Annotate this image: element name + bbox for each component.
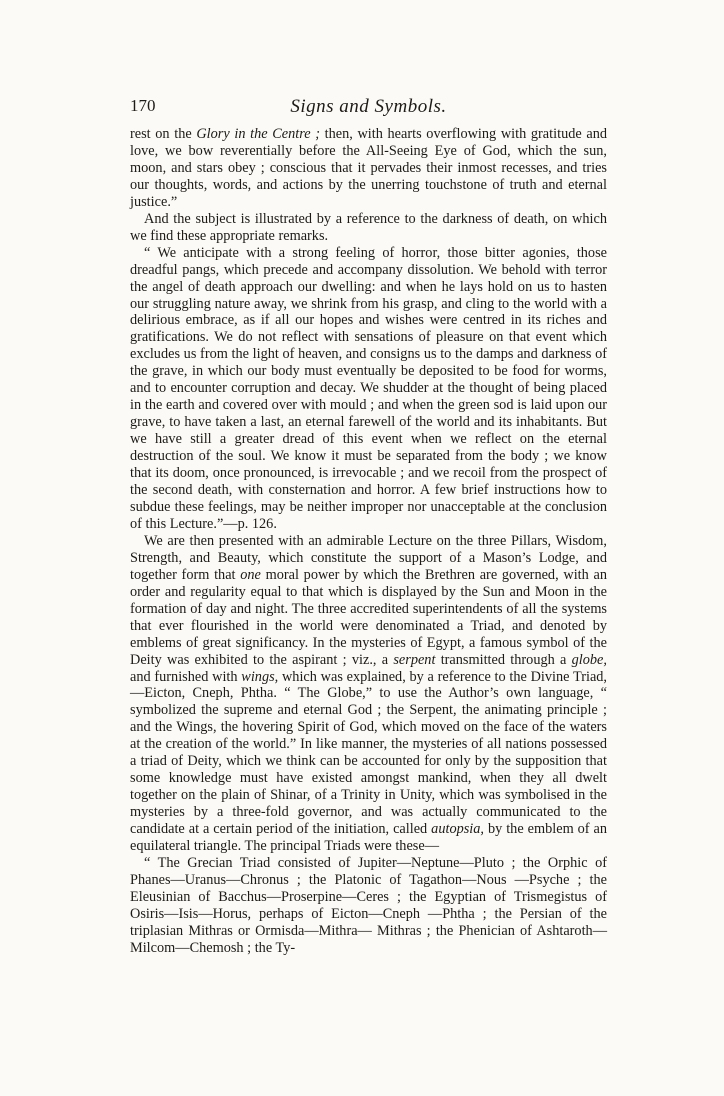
body-text [130,126,607,957]
text-run: which was explained, by a reference to the Divine Triad,—Eicton, Cneph, Phtha. “ The Globe,” to use the Author’s own language, “ symbolized the supreme and eternal God ; the Serpent, the animating principle ; and the Wings, the hovering Spirit of God, which moved on the face of the waters at the creation of the world.” In like manner, the mysteries of all nations possessed a triad of Deity, which we think can be accounted for only by the supposition that some knowledge must have existed amongst mankind, when they all dwelt together on the plain of Shinar, of a Trinity in Unity, which was symbolised in the mysteries by a three-fold governor, and was actually communicated to the candidate at a certain period of the initiation, called [130,668,608,838]
running-title: Signs and Symbols. [290,96,447,117]
text-run: transmitted through a [435,651,572,668]
paragraph [130,533,607,855]
italic-text: globe, [571,651,607,668]
text-run: rest on the [130,126,197,142]
paragraph [130,126,607,211]
italic-text: wings, [241,668,279,685]
page-header [130,96,607,126]
italic-text: one [240,566,261,583]
page-number: 170 [130,96,156,115]
italic-text: serpent [393,651,436,668]
text-run: And the subject is illustrated by a reference to the darkness of death, on which we find these appropriate remarks. [130,210,607,244]
text-run: by the emblem of an equilateral triangle. The principal Triads were these— [130,821,607,855]
paragraph [130,245,607,533]
paragraph [130,211,607,245]
italic-text: autopsia, [431,821,484,838]
book-page [130,96,607,957]
text-run: and furnished with [130,668,242,685]
text-run: “ We anticipate with a strong feeling of horror, those bitter agonies, those dreadful pangs, which precede and accompany dissolution. We behold with terror the angel of death approach our dwelling: and when he lays hold on us to hasten our struggling nature away, we shrink from his grasp, and cling to the world with a delirious embrace, as if all our hopes and wishes were centred in its riches and gratifications. We do not reflect with sensations of pleasure on that event which excludes us from the light of heaven, and consigns us to the damps and darkness of the grave, in which our body must eventually be deposited to be food for worms, and to encounter corruption and decay. We shudder at the thought of being placed in the earth and covered over with mould ; and when the green sod is laid upon our grave, to have taken a last, an eternal farewell of the world and its inhabitants. But we have still a greater dread of this event when we reflect on the eternal destruction of the soul. We know it must be separated from the body ; we know that its doom, once pronounced, is irrevocable ; and we recoil from the prospect of the second death, with consternation and horror. A few brief instructions how to subdue these feelings, may be neither improper nor unacceptable at the conclusion of this Lecture.”—p. 126. [130,244,607,532]
text-run: “ The Grecian Triad consisted of Jupiter—Neptune—Pluto ; the Orphic of Phanes—Uranus—Chronus ; the Platonic of Tagathon—Nous —Psyche ; the Eleusinian of Bacchus—Proserpine—Ceres ; the Egyptian of Trismegistus of Osiris—Isis—Horus, perhaps of Eicton—Cneph —Phtha ; the Persian of the triplasian Mithras or Ormisda—Mithra— Mithras ; the Phenician of Ashtaroth—Milcom—Chemosh ; the Ty- [130,854,607,956]
text-run: We are then presented with an admirable Lecture on the three Pillars, Wisdom, Strength, and Beauty, which constitute the support of a Mason’s Lodge, and together form that [130,532,607,583]
text-run: then, with hearts overflowing with gratitude and love, we bow reverentially before the All-Seeing Eye of God, which the sun, moon, and stars obey ; conscious that it pervades their inmost recesses, and tries our thoughts, words, and actions by the unerring touchstone of truth and eternal justice.” [130,126,607,210]
paragraph [130,855,607,957]
text-run: moral power by which the Brethren are governed, with an order and regularity equal to that which is displayed by the Sun and Moon in the formation of day and night. The three accredited superintendents of all the systems that ever flourished in the world were denominated a Triad, and denoted by emblems of great significancy. In the mysteries of Egypt, a famous symbol of the Deity was exhibited to the aspirant ; viz., a [130,566,608,668]
italic-text: Glory in the Centre ; [196,126,320,142]
